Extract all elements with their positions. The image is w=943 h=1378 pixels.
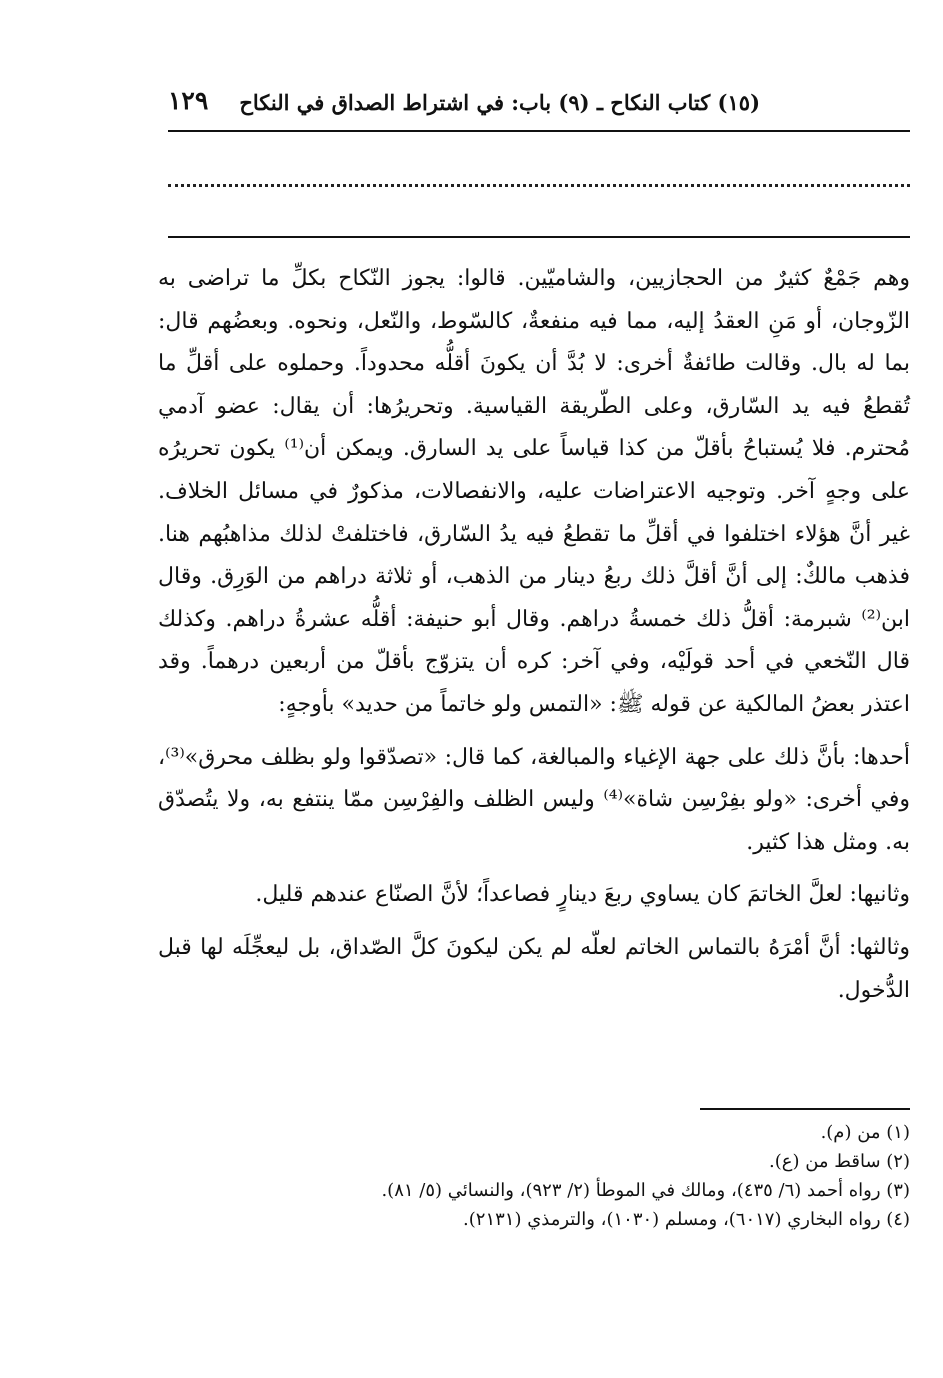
dotted-separator — [168, 184, 910, 187]
chapter-title: (١٥) كتاب النكاح ـ (٩) باب: في اشتراط الصداق في النكاح — [239, 90, 760, 115]
paragraph: وهم جَمْعٌ كثيرٌ من الحجازيين، والشاميّين. قالوا: يجوز النّكاح بكلِّ ما تراضى به الزّوجان، أو مَنِ العقدُ إليه، مما فيه منفعةٌ، كالسّوط، والنّعل، ونحوه. وبعضُهم قال: بما له بال. وقالت طائفةٌ أخرى: لا بُدَّ أن يكونَ أقلُّه محدوداً. وحملوه على أقلِّ ما تُقطعُ فيه يد السّارق، وعلى الطّريقة القياسية. وتحريرُها: أن يقال: عضو آدمي مُحترم. فلا يُستباحُ بأقلّ من كذا قياساً على يد السارق. ويمكن أن⁽¹⁾ يكون تحريرُه على وجهٍ آخر. وتوجيه الاعتراضات عليه، والانفصالات، مذكورٌ في مسائل الخلاف. غير أنَّ هؤلاء اختلفوا في أقلِّ ما تقطعُ فيه يدُ السّارق، فاختلفتْ لذلك مذاهبُهم هنا. فذهب مالكٌ: إلى أنَّ أقلَّ ذلك ربعُ دينار من الذهب، أو ثلاثة دراهم من الوَرِق. وقال ابن⁽²⁾ شبرمة: أقلُّ ذلك خمسةُ دراهم. وقال أبو حنيفة: أقلُّه عشرةُ دراهم. وكذلك قال النّخعي في أحد قولَيْه، وفي آخر: كره أن يتزوّج بأقلّ من أربعين درهماً. وقد اعتذر بعضُ المالكية عن قوله ﷺ: «التمس ولو خاتماً من حديد» بأوجهٍ: — [158, 266, 911, 717]
footnote: (٤) رواه البخاري (٦٠١٧)، ومسلم (١٠٣٠)، والترمذي (٢١٣١). — [463, 1209, 910, 1230]
page-number: ١٢٩ — [168, 86, 209, 115]
footnote-rule — [700, 1108, 910, 1110]
footnote: (١) من (م). — [820, 1122, 910, 1143]
footnotes — [168, 1118, 910, 1234]
paragraph: وثانيها: لعلَّ الخاتمَ كان يساوي ربعَ دينارٍ فصاعداً؛ لأنَّ الصنّاع عندهم قليل. — [255, 882, 910, 908]
running-header — [168, 86, 910, 126]
paragraph: وثالثها: أنَّ أمْرَهُ بالتماس الخاتم لعلّه لم يكن ليكونَ كلَّ الصّداق، بل ليعجِّلَه لها قبل الدُّخول. — [158, 934, 910, 1003]
section-rule — [168, 236, 910, 238]
footnote: (٢) ساقط من (ع). — [769, 1151, 910, 1172]
paragraph: أحدها: بأنَّ ذلك على جهة الإغياء والمبالغة، كما قال: «تصدّقوا ولو بظلف محرق»⁽³⁾، وفي أخرى: «ولو بفِرْسِن شاة»⁽⁴⁾ وليس الظلف والفِرْسِن ممّا ينتفع به، ولا يتُصدّق به. ومثل هذا كثير. — [158, 744, 911, 855]
header-rule — [168, 130, 910, 132]
main-text — [158, 258, 910, 1012]
footnote: (٣) رواه أحمد (٦/ ٤٣٥)، ومالك في الموطأ (٢/ ٩٢٣)، والنسائي (٥/ ٨١). — [381, 1180, 910, 1201]
